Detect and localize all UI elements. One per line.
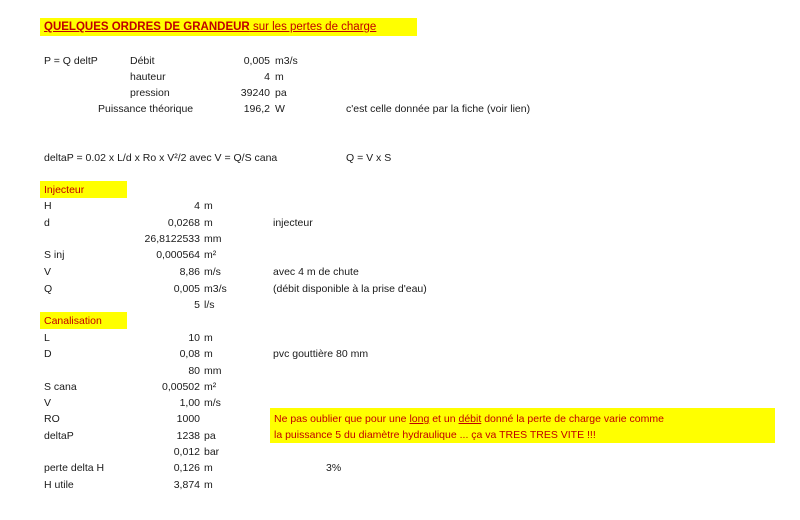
row-value: 80 bbox=[188, 365, 200, 377]
row-unit: pa bbox=[204, 430, 216, 442]
row-unit: l/s bbox=[204, 299, 215, 311]
row-unit: m bbox=[204, 479, 213, 491]
flow-formula: Q = V x S bbox=[346, 152, 392, 164]
row-unit: m bbox=[204, 348, 213, 360]
row-note: avec 4 m de chute bbox=[273, 266, 359, 278]
power-unit: m bbox=[275, 71, 284, 83]
row-unit: m² bbox=[204, 381, 217, 393]
theoretical-power-label: Puissance théorique bbox=[98, 103, 194, 115]
row-label: V bbox=[44, 266, 52, 278]
row-label: S inj bbox=[44, 249, 65, 261]
theoretical-power-note: c'est celle donnée par la fiche (voir lien) bbox=[346, 103, 531, 115]
row-label: D bbox=[44, 348, 52, 360]
row-value: 0,00502 bbox=[162, 381, 200, 393]
deltap-formula: deltaP = 0.02 x L/d x Ro x V²/2 avec V = Q/S cana bbox=[44, 152, 278, 164]
title-rest: sur les pertes de charge bbox=[249, 21, 377, 33]
power-value: 39240 bbox=[240, 87, 270, 99]
row-unit: m bbox=[204, 332, 213, 344]
row-unit: mm bbox=[204, 233, 222, 245]
row-label: RO bbox=[44, 413, 60, 425]
row-value: 0,000564 bbox=[156, 249, 200, 261]
canalisation-title: Canalisation bbox=[44, 315, 102, 327]
row-value: 0,0268 bbox=[167, 217, 200, 229]
row-label: V bbox=[44, 397, 52, 409]
warning-emphasis-length: long bbox=[409, 413, 430, 425]
row-unit: m bbox=[204, 217, 213, 229]
row-note: injecteur bbox=[273, 217, 313, 229]
warning-line-1 bbox=[274, 412, 664, 426]
theoretical-power-unit: W bbox=[275, 103, 285, 115]
row-unit: m3/s bbox=[204, 283, 227, 295]
warning-text: Ne pas oublier que pour une bbox=[274, 413, 410, 425]
row-unit: m bbox=[204, 200, 213, 212]
row-label: L bbox=[44, 332, 50, 344]
row-value: 10 bbox=[188, 332, 200, 344]
power-label: Débit bbox=[130, 55, 155, 67]
theoretical-power-value: 196,2 bbox=[243, 103, 270, 115]
row-label: deltaP bbox=[44, 430, 74, 442]
row-value: 0,126 bbox=[173, 462, 200, 474]
power-label: pression bbox=[130, 87, 170, 99]
power-unit: pa bbox=[275, 87, 287, 99]
row-value: 26,8122533 bbox=[144, 233, 200, 245]
row-unit: m bbox=[204, 462, 213, 474]
row-label: Q bbox=[44, 283, 53, 295]
power-label: hauteur bbox=[130, 71, 166, 83]
row-value: 4 bbox=[194, 200, 200, 212]
power-unit: m3/s bbox=[275, 55, 298, 67]
power-value: 4 bbox=[264, 71, 270, 83]
title-main: QUELQUES ORDRES DE GRANDEUR bbox=[44, 21, 250, 33]
row-unit: mm bbox=[204, 365, 222, 377]
row-note: pvc gouttière 80 mm bbox=[273, 348, 369, 360]
row-value: 3,874 bbox=[173, 479, 200, 491]
warning-text: et un bbox=[429, 413, 459, 425]
row-label: S cana bbox=[44, 381, 77, 393]
row-label: perte delta H bbox=[44, 462, 105, 474]
row-value: 5 bbox=[194, 299, 200, 311]
row-value: 0,005 bbox=[173, 283, 200, 295]
row-value: 0,012 bbox=[173, 446, 200, 458]
row-label: H bbox=[44, 200, 52, 212]
row-note: (débit disponible à la prise d'eau) bbox=[273, 283, 427, 295]
page-title bbox=[44, 20, 376, 34]
row-unit: m² bbox=[204, 249, 217, 261]
power-value: 0,005 bbox=[243, 55, 270, 67]
row-value: 1000 bbox=[176, 413, 200, 425]
row-label: d bbox=[44, 217, 50, 229]
row-unit: bar bbox=[204, 446, 220, 458]
warning-line-2: la puissance 5 du diamètre hydraulique ... ça va TRES TRES VITE !!! bbox=[274, 429, 596, 441]
power-formula: P = Q deltP bbox=[44, 55, 98, 67]
row-value: 1238 bbox=[176, 430, 200, 442]
row-label: H utile bbox=[44, 479, 74, 491]
row-value: 1,00 bbox=[179, 397, 200, 409]
injecteur-title: Injecteur bbox=[44, 184, 85, 196]
row-value: 8,86 bbox=[179, 266, 200, 278]
warning-text: donné la perte de charge varie comme bbox=[481, 413, 664, 425]
row-value: 0,08 bbox=[179, 348, 200, 360]
warning-emphasis-flow: débit bbox=[458, 413, 482, 425]
row-note: 3% bbox=[326, 462, 342, 474]
row-unit: m/s bbox=[204, 266, 221, 278]
row-unit: m/s bbox=[204, 397, 221, 409]
